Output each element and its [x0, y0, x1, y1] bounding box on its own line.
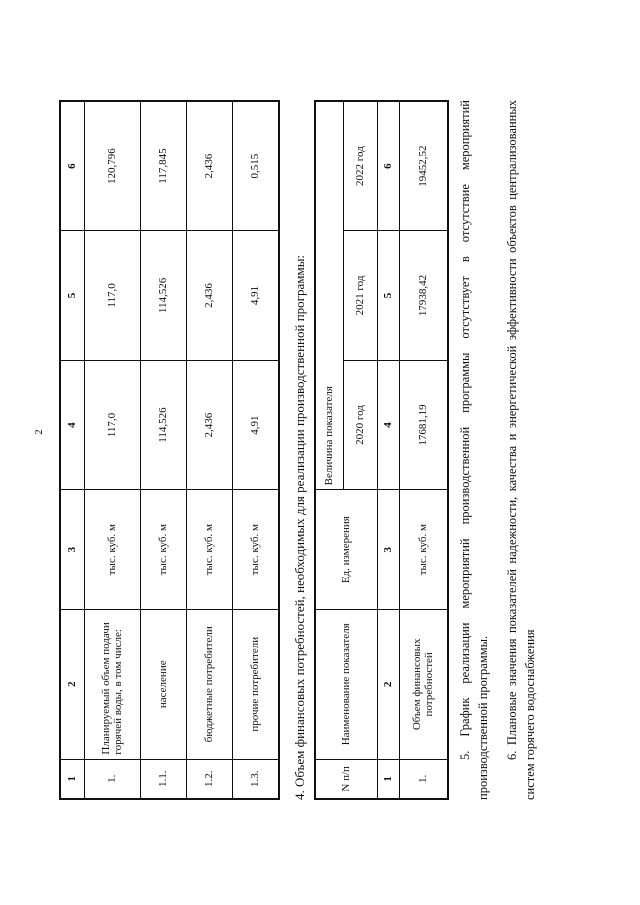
paragraph-5: 5. График реализации мероприятий производственной программы отсутствует в отсутствие мероприятий производственной программы. — [458, 100, 490, 800]
value-cell: 4,91 — [233, 231, 279, 361]
header-cell: 3 — [60, 490, 84, 610]
row-unit: тыс. куб. м — [399, 490, 448, 610]
value-cell: 2,436 — [187, 360, 233, 490]
year-header: 2020 год — [343, 360, 377, 490]
row-label: бюджетные потребители — [187, 609, 233, 759]
financial-needs-table — [314, 100, 449, 800]
row-number: 1.1. — [140, 759, 186, 799]
row-number: 1.2. — [187, 759, 233, 799]
header-cell: 4 — [60, 360, 84, 490]
table-header-row — [60, 101, 84, 799]
value-cell: 0,515 — [233, 101, 279, 231]
row-number: 1. — [84, 759, 140, 799]
year-header: 2022 год — [343, 101, 377, 231]
table-number-row — [377, 101, 399, 799]
header-cell: 6 — [377, 101, 399, 231]
row-number: 1.3. — [233, 759, 279, 799]
value-cell: 117,0 — [84, 231, 140, 361]
value-cell: 120,796 — [84, 101, 140, 231]
header-cell: 1 — [377, 759, 399, 799]
year-header: 2021 год — [343, 231, 377, 361]
value-cell: 4,91 — [233, 360, 279, 490]
header-cell: 6 — [60, 101, 84, 231]
rotated-page-content — [16, 42, 616, 842]
section-4-title: 4. Объем финансовых потребностей, необходимых для реализации производственной программы: — [292, 254, 307, 800]
header-cell: 1 — [60, 759, 84, 799]
row-label: Объем финансовых потребностей — [399, 610, 448, 760]
value-cell: 117,845 — [140, 101, 186, 231]
table-row — [140, 101, 186, 799]
table-header-row — [315, 101, 343, 799]
row-unit: тыс. куб. м — [233, 490, 279, 610]
page-number: 2 — [32, 429, 45, 435]
header-cell: 5 — [60, 231, 84, 361]
value-cell: 2,436 — [187, 231, 233, 361]
row-unit: тыс. куб. м — [140, 490, 186, 610]
col-unit-header: Ед. измерения — [315, 490, 377, 610]
row-number: 1. — [399, 759, 448, 799]
header-cell: 2 — [377, 610, 399, 760]
value-cell: 114,526 — [140, 231, 186, 361]
header-cell: 5 — [377, 231, 399, 361]
header-cell: 3 — [377, 490, 399, 610]
value-cell: 2,436 — [187, 101, 233, 231]
row-unit: тыс. куб. м — [187, 490, 233, 610]
table-row — [399, 101, 448, 799]
row-label: прочие потребители — [233, 609, 279, 759]
table-row — [233, 101, 279, 799]
water-supply-table — [59, 100, 280, 800]
value-cell: 17681,19 — [399, 360, 448, 490]
header-spacer — [315, 231, 343, 361]
value-cell: 117,0 — [84, 360, 140, 490]
value-cell: 19452,52 — [399, 101, 448, 231]
row-label: население — [140, 609, 186, 759]
col-value-header: Величина показателя — [315, 360, 343, 490]
col-number-header: N п/п — [315, 759, 377, 799]
value-cell: 114,526 — [140, 360, 186, 490]
header-spacer — [315, 101, 343, 231]
table-row — [84, 101, 140, 799]
row-unit: тыс. куб. м — [84, 490, 140, 610]
table-row — [187, 101, 233, 799]
paragraph-6: 6. Плановые значения показателей надежности, качества и энергетической эффективности объектов централизованных систем горячего водоснабжения — [505, 100, 537, 800]
header-cell: 2 — [60, 609, 84, 759]
value-cell: 17938,42 — [399, 231, 448, 361]
col-name-header: Наименование показателя — [315, 610, 377, 760]
row-label: Планируемый объем подачи горячей воды, в том числе: — [84, 609, 140, 759]
header-cell: 4 — [377, 360, 399, 490]
